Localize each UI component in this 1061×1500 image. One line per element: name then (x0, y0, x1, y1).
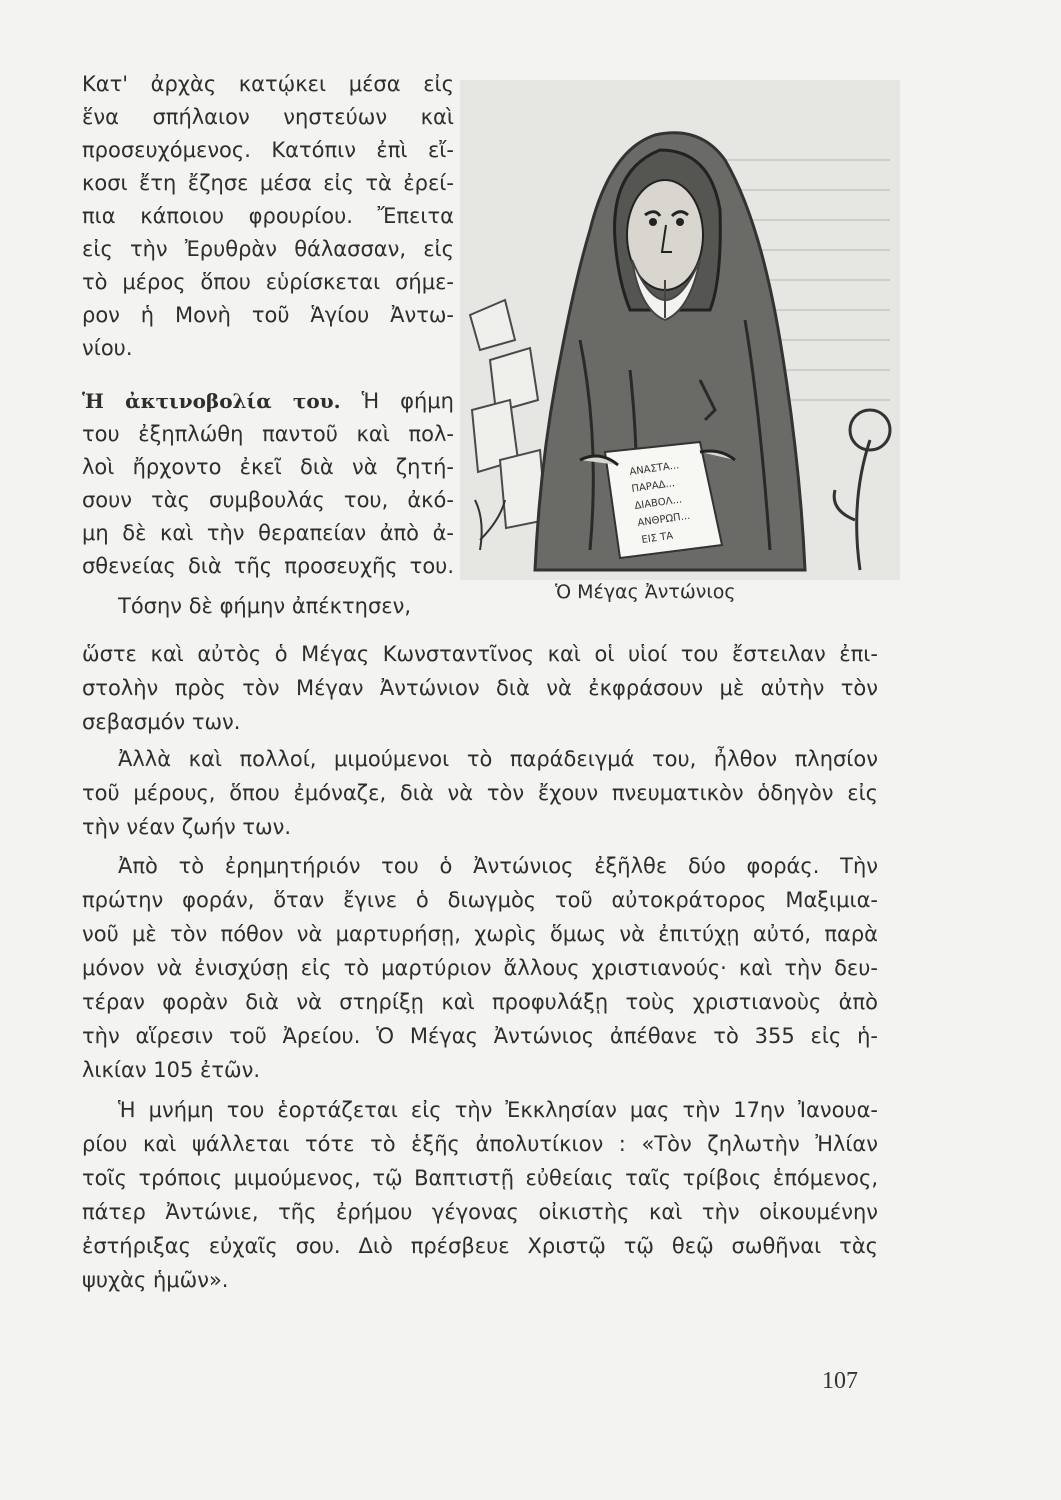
body-line: τοῖς τρόποις μιμούμενος, τῷ Βαπτιστῇ εὐθείαις ταῖς τρίβοις ἑπόμενος, (82, 1166, 878, 1190)
column-line: κοσι ἔτη ἔζησε μέσα εἰς τὰ ἐρεί- (82, 171, 454, 195)
body-line: ψυχὰς ἡμῶν». (82, 1268, 229, 1292)
body-line: λικίαν 105 ἐτῶν. (82, 1058, 261, 1082)
body-line: σεβασμόν των. (82, 710, 241, 734)
page-number: 107 (822, 1368, 858, 1394)
body-line: ἐστήριξας εὐχαῖς σου. Διὸ πρέσβευε Χριστῷ τῷ θεῷ σωθῆναι τὰς (82, 1234, 878, 1258)
body-line: στολὴν πρὸς τὸν Μέγαν Ἀντώνιον διὰ νὰ ἐκφράσουν μὲ αὐτὴν τὸν (82, 676, 878, 700)
column-line: πια κάποιου φρουρίου. Ἔπειτα (82, 204, 454, 228)
body-line: ὥστε καὶ αὐτὸς ὁ Μέγας Κωνσταντῖνος καὶ οἱ υἱοί του ἔστειλαν ἐπι- (82, 642, 878, 666)
column-line: σουν τὰς συμβουλάς του, ἀκό- (82, 488, 454, 512)
body-line: Ἡ μνήμη του ἑορτάζεται εἰς τὴν Ἐκκλησίαν μας τὴν 17ην Ἰανουα- (118, 1098, 878, 1122)
column-line: του ἐξηπλώθη παντοῦ καὶ πολ- (82, 422, 454, 446)
scroll-text-line: ΔΙΑΒΟΛ... (633, 494, 683, 512)
body-line: πάτερ Ἀντώνιε, τῆς ἐρήμου γέγονας οἰκιστὴς καὶ τὴν οἰκουμένην (82, 1200, 878, 1224)
scroll-text-line: ΑΝΑΣΤΑ... (628, 460, 680, 478)
scroll-text-line: ΑΝΘΡΩΠ... (636, 510, 691, 529)
body-line: πρώτην φοράν, ὅταν ἔγινε ὁ διωγμὸς τοῦ αὐτοκράτορος Μαξιμια- (82, 888, 878, 912)
column-line: νίου. (82, 336, 133, 360)
section-heading-line (82, 385, 454, 418)
icon-illustration (460, 80, 900, 580)
column-line: σθενείας διὰ τῆς προσευχῆς του. (82, 554, 454, 578)
scroll-text-line: ΠΑΡΑΔ... (630, 478, 676, 495)
column-line: εἰς τὴν Ἐρυθρὰν θάλασσαν, εἰς (82, 237, 454, 261)
saint-antony-icon (460, 80, 900, 580)
column-line: λοὶ ἤρχοντο ἐκεῖ διὰ νὰ ζητή- (82, 455, 454, 479)
body-line: νοῦ μὲ τὸν πόθον νὰ μαρτυρήσῃ, χωρὶς ὅμως νὰ ἐπιτύχῃ αὐτό, παρὰ (82, 922, 878, 946)
column-line: Τόσην δὲ φήμην ἀπέκτησεν, (118, 594, 412, 618)
column-line: ἕνα σπήλαιον νηστεύων καὶ (82, 105, 454, 129)
body-line: μόνον νὰ ἐνισχύσῃ εἰς τὸ μαρτύριον ἄλλους χριστιανούς· καὶ τὴν δευ- (82, 956, 878, 980)
column-line: ρον ἡ Μονὴ τοῦ Ἁγίου Ἀντω- (82, 303, 454, 327)
figure-caption: Ὁ Μέγας Ἀντώνιος (555, 581, 736, 603)
body-line: τὴν αἵρεσιν τοῦ Ἀρείου. Ὁ Μέγας Ἀντώνιος ἀπέθανε τὸ 355 εἰς ἡ- (82, 1024, 878, 1048)
body-line: τοῦ μέρους, ὅπου ἐμόναζε, διὰ νὰ τὸν ἔχουν πνευματικὸν ὁδηγὸν εἰς (82, 781, 878, 805)
body-line: τὴν νέαν ζωήν των. (82, 815, 292, 839)
body-line: Ἀπὸ τὸ ἐρημητήριόν του ὁ Ἀντώνιος ἐξῆλθε δύο φοράς. Τὴν (118, 854, 878, 878)
heading-continuation: Ἡ φήμη (361, 389, 454, 413)
body-line: τέραν φορὰν διὰ νὰ στηρίξῃ καὶ προφυλάξῃ τοὺς χριστιανοὺς ἀπὸ (82, 990, 878, 1014)
column-line: τὸ μέρος ὅπου εὑρίσκεται σήμε- (82, 270, 454, 294)
scroll-text-line: ΕΙΣ ΤΑ (640, 530, 674, 546)
body-line: ρίου καὶ ψάλλεται τότε τὸ ἑξῆς ἀπολυτίκιον : «Τὸν ζηλωτὴν Ἠλίαν (82, 1132, 878, 1156)
column-line: μη δὲ καὶ τὴν θεραπείαν ἀπὸ ἀ- (82, 521, 454, 545)
body-line: Ἀλλὰ καὶ πολλοί, μιμούμενοι τὸ παράδειγμά του, ἦλθον πλησίον (118, 747, 878, 771)
column-line: προσευχόμενος. Κατόπιν ἐπὶ εἴ- (82, 138, 454, 162)
column-line: Κατ' ἀρχὰς κατῴκει μέσα εἰς (82, 72, 454, 96)
section-heading: Ἡ ἀκτινοβολία του. (82, 389, 341, 413)
